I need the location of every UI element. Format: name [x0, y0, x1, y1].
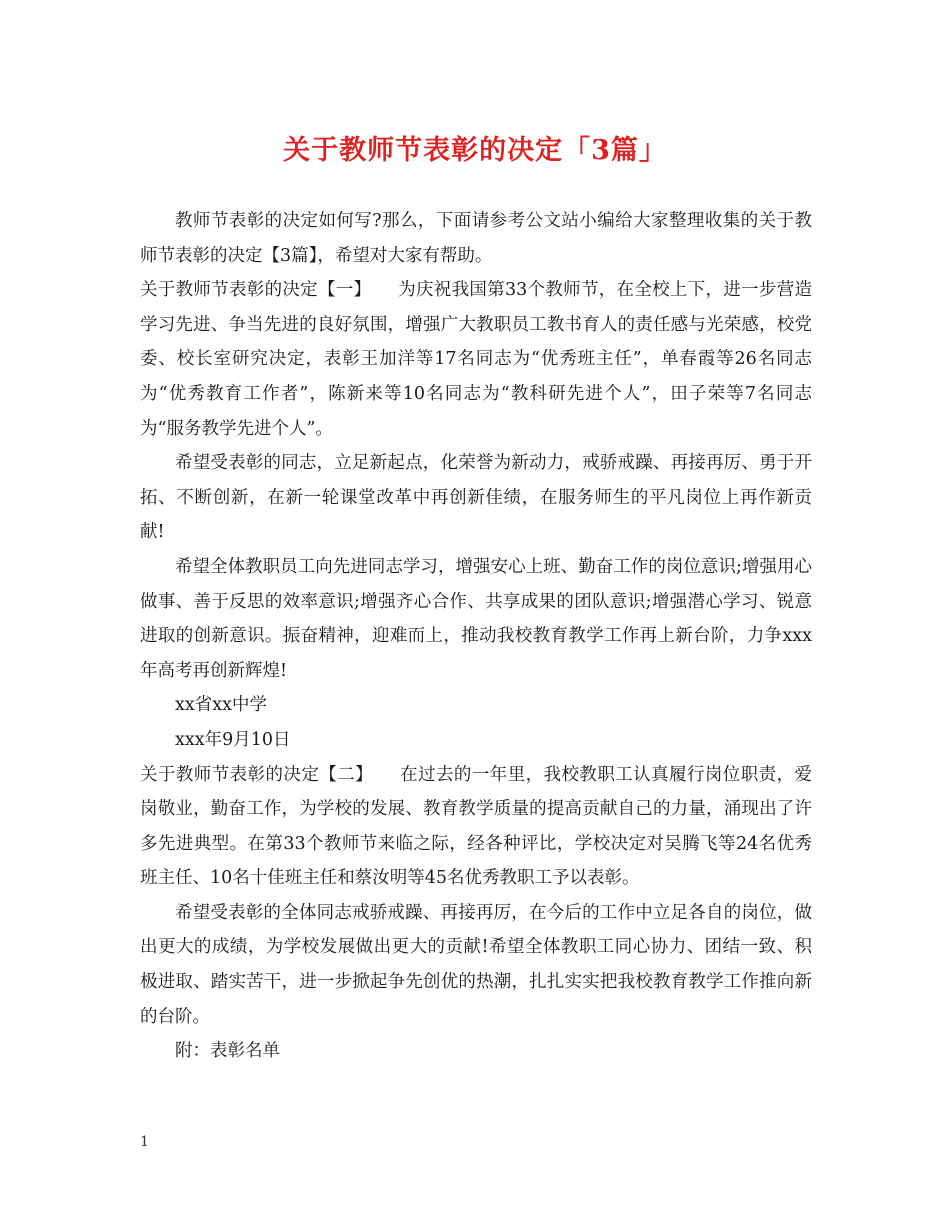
hope-paragraph: 希望受表彰的同志，立足新起点，化荣誉为新动力，戒骄戒躁、再接再厉、勇于开拓、不断创新，在新一轮课堂改革中再创新佳绩，在服务师生的平凡岗位上再作新贡献! — [140, 453, 812, 543]
document-title: 关于教师节表彰的决定「3篇」 — [283, 135, 667, 166]
section-one-paragraph: 关于教师节表彰的决定【一】 为庆祝我国第33个教师节，在全校上下，进一步营造学习先进、争当先进的良好氛围，增强广大教职员工教书育人的责任感与光荣感，校党委、校长室研究决定，表彰王加洋等17名同志为“优秀班主任”，单春霞等26名同志为“优秀教育工作者”，陈新来等10名同志为“教科研先进个人”，田子荣等7名同志为“服务教学先进个人”。 — [140, 280, 812, 439]
section-two-paragraph: 关于教师节表彰的决定【二】 在过去的一年里，我校教职工认真履行岗位职责，爱岗敬业，勤奋工作，为学校的发展、教育教学质量的提高贡献自己的力量，涌现出了许多先进典型。在第33个教师节来临之际，经各种评比，学校决定对吴腾飞等24名优秀班主任、10名十佳班主任和蔡汝明等45名优秀教职工予以表彰。 — [140, 764, 812, 889]
signature-date: xxx年9月10日 — [175, 729, 291, 750]
document-body — [140, 204, 812, 1069]
page-number: 1 — [140, 1134, 149, 1150]
school-signature: xx省xx中学 — [175, 695, 267, 716]
attachment-line: 附：表彰名单 — [175, 1041, 280, 1062]
section-two-hope-paragraph: 希望受表彰的全体同志戒骄戒躁、再接再厉，在今后的工作中立足各自的岗位，做出更大的成绩，为学校发展做出更大的贡献!希望全体教职工同心协力、团结一致、积极进取、踏实苦干，进一步掀起争先创优的热潮，扎扎实实把我校教育教学工作推向新的台阶。 — [140, 902, 812, 1027]
intro-paragraph: 教师节表彰的决定如何写?那么，下面请参考公文站小编给大家整理收集的关于教师节表彰的决定【3篇】，希望对大家有帮助。 — [140, 211, 812, 266]
staff-paragraph: 希望全体教职员工向先进同志学习，增强安心上班、勤奋工作的岗位意识;增强用心做事、善于反思的效率意识;增强齐心合作、共享成果的团队意识;增强潜心学习、锐意进取的创新意识。振奋精神，迎难而上，推动我校教育教学工作再上新台阶，力争xxx年高考再创新辉煌! — [140, 556, 812, 681]
